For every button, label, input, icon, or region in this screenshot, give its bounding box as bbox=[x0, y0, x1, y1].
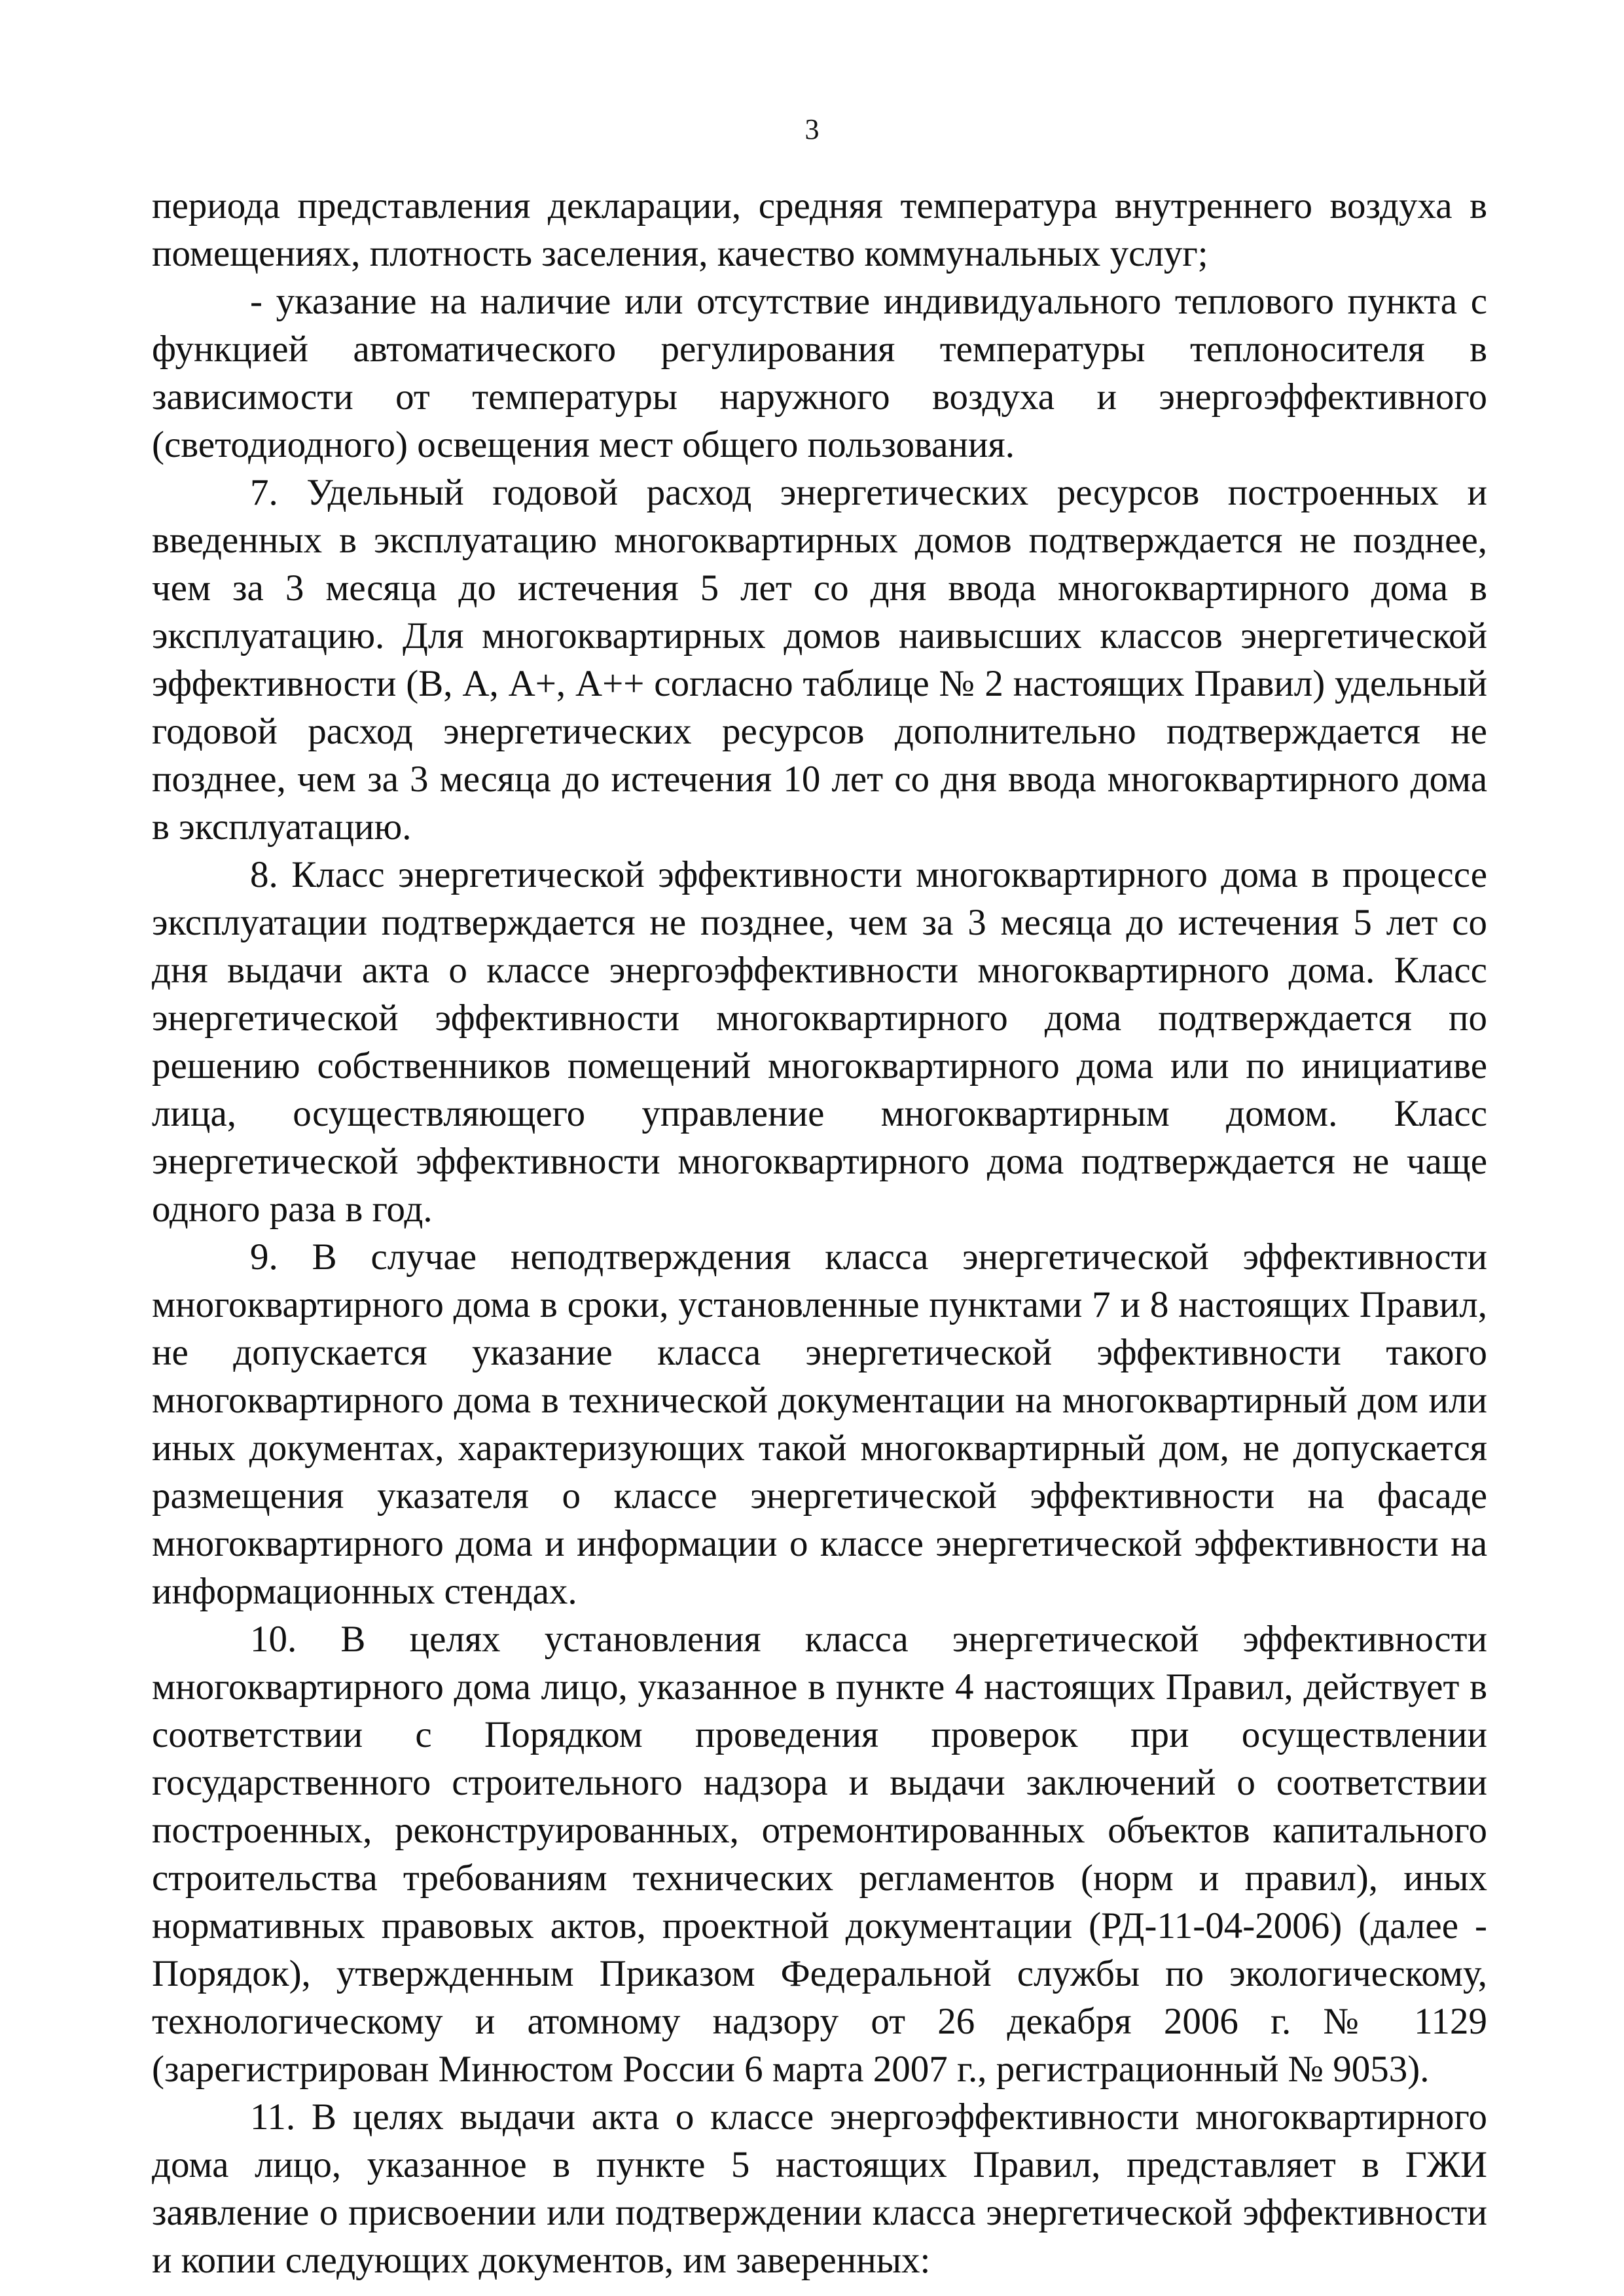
paragraph-heating-point-item: - указание на наличие или отсутствие индивидуального теплового пункта с функцией автоматического регулирования температуры теплоносителя в зависимости от температуры наружного воздуха и энергоэффективного (светодиодного) освещения мест общего пользования. bbox=[152, 281, 1487, 465]
paragraph-clause-8: 8. Класс энергетической эффективности многоквартирного дома в процессе эксплуатации подтверждается не позднее, чем за 3 месяца до истечения 5 лет со дня выдачи акта о классе энергоэффективности многоквартирного дома. Класс энергетической эффективности многоквартирного дома подтверждается по решению собственников помещений многоквартирного дома или по инициативе лица, осуществляющего управление многоквартирным домом. Класс энергетической эффективности многоквартирного дома подтверждается не чаще одного раза в год. bbox=[152, 854, 1487, 1230]
document-body bbox=[152, 182, 1487, 2284]
paragraph-clause-9: 9. В случае неподтверждения класса энергетической эффективности многоквартирного дома в сроки, установленные пунктами 7 и 8 настоящих Правил, не допускается указание класса энергетической эффективности такого многоквартирного дома в технической документации на многоквартирный дом или иных документах, характеризующих такой многоквартирный дом, не допускается размещения указателя о классе энергетической эффективности на фасаде многоквартирного дома и информации о классе энергетической эффективности на информационных стендах. bbox=[152, 1236, 1487, 1612]
paragraph-clause-11: 11. В целях выдачи акта о классе энергоэффективности многоквартирного дома лицо, указанное в пункте 5 настоящих Правил, представляет в ГЖИ заявление о присвоении или подтверждении класса энергетической эффективности и копии следующих документов, им заверенных: bbox=[152, 2096, 1487, 2281]
paragraph-clause-7: 7. Удельный годовой расход энергетических ресурсов построенных и введенных в эксплуатацию многоквартирных домов подтверждается не позднее, чем за 3 месяца до истечения 5 лет со дня ввода многоквартирного дома в эксплуатацию. Для многоквартирных домов наивысших классов энергетической эффективности (В, А, А+, А++ согласно таблице № 2 настоящих Правил) удельный годовой расход энергетических ресурсов дополнительно подтверждается не позднее, чем за 3 месяца до истечения 10 лет со дня ввода многоквартирного дома в эксплуатацию. bbox=[152, 472, 1487, 848]
paragraph-clause-10: 10. В целях установления класса энергетической эффективности многоквартирного дома лицо, указанное в пункте 4 настоящих Правил, действует в соответствии с Порядком проведения проверок при осуществлении государственного строительного надзора и выдачи заключений о соответствии построенных, реконструированных, отремонтированных объектов капитального строительства требованиям технических регламентов (норм и правил), иных нормативных правовых актов, проектной документации (РД-11-04-2006) (далее - Порядок), утвержденным Приказом Федеральной службы по экологическому, технологическому и атомному надзору от 26 декабря 2006 г. № 1129 (зарегистрирован Минюстом России 6 марта 2007 г., регистрационный № 9053). bbox=[152, 1619, 1487, 2090]
paragraph-continuation: периода представления декларации, средняя температура внутреннего воздуха в помещениях, плотность заселения, качество коммунальных услуг; bbox=[152, 185, 1487, 274]
page-number: 3 bbox=[804, 113, 820, 145]
